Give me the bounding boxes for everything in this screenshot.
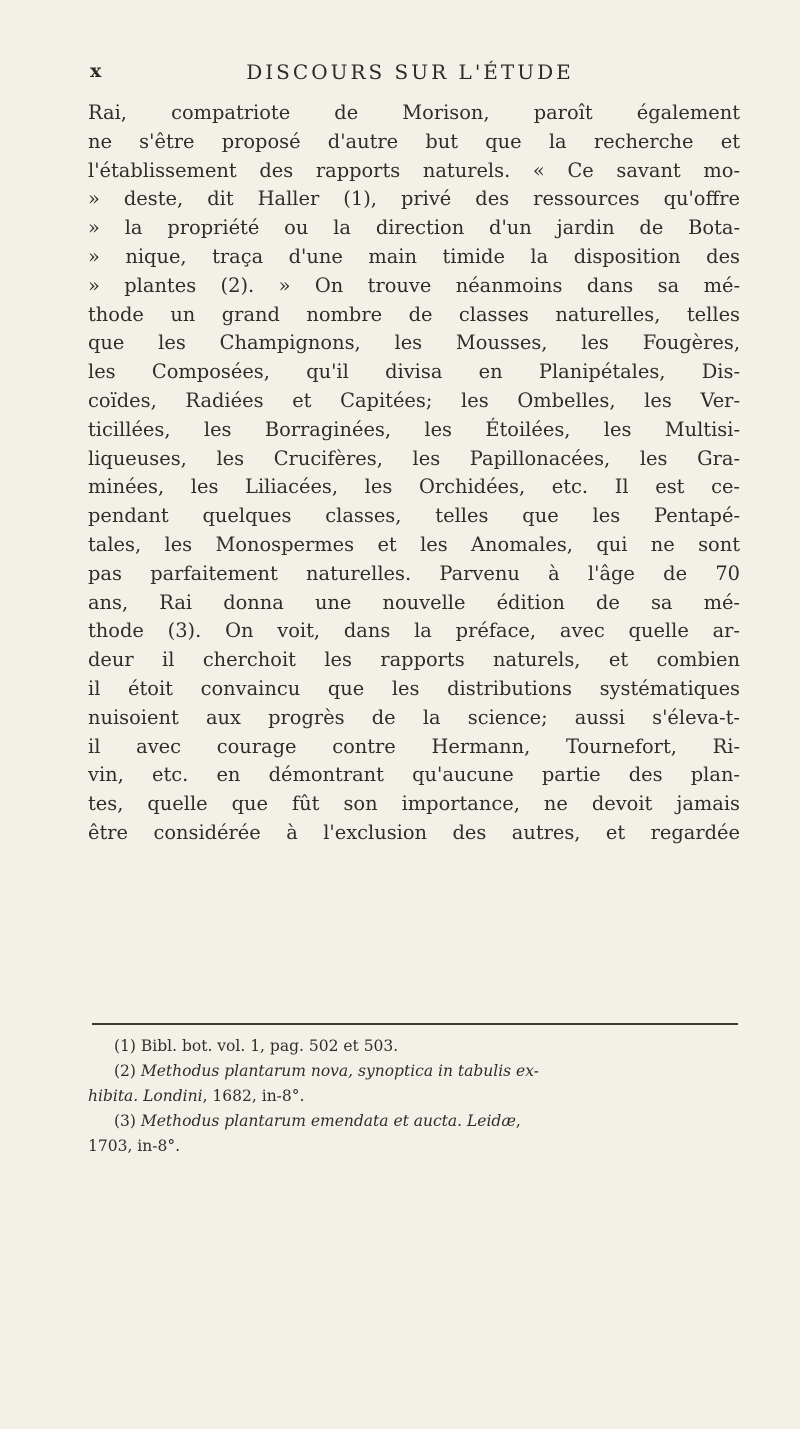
- text-line: que les Champignons, les Mousses, les Fougères,: [88, 331, 740, 355]
- text-line: il étoit convaincu que les distributions systématiques: [88, 676, 740, 700]
- text-line: il avec courage contre Hermann, Tournefort, Ri-: [88, 734, 740, 758]
- footnote-2-continued: [88, 1084, 740, 1109]
- footnote-3-number: (3): [114, 1112, 141, 1130]
- footnote-3-comma: ,: [515, 1112, 521, 1130]
- text-line: » nique, traça d'une main timide la disposition des: [88, 244, 740, 268]
- text-line: coïdes, Radiées et Capitées; les Ombelles, les Ver-: [88, 388, 740, 412]
- footnote-3: [88, 1109, 740, 1134]
- footnote-2-title: Methodus plantarum nova, synoptica in tabulis ex-: [140, 1062, 539, 1080]
- footnote-2: [88, 1059, 740, 1084]
- text-line: Rai, compatriote de Morison, paroît également: [88, 101, 740, 124]
- text-line: thode (3). On voit, dans la préface, avec quelle ar-: [88, 619, 740, 643]
- footnote-2-imprint: , 1682, in-8°.: [202, 1087, 305, 1105]
- text-line: l'établissement des rapports naturels. « Ce savant mo-: [88, 158, 740, 182]
- text-line: nuisoient aux progrès de la science; aussi s'éleva-t-: [88, 705, 740, 729]
- text-line: tales, les Monospermes et les Anomales, qui ne sont: [88, 532, 740, 556]
- text-line: liqueuses, les Crucifères, les Papillonacées, les Gra-: [88, 446, 740, 470]
- footnote-1: (1) Bibl. bot. vol. 1, pag. 502 et 503.: [114, 1037, 399, 1055]
- text-line: » plantes (2). » On trouve néanmoins dans sa mé-: [88, 273, 740, 297]
- body-text: [88, 99, 740, 848]
- text-line: deur il cherchoit les rapports naturels, et combien: [88, 648, 740, 672]
- footnotes: [88, 1034, 740, 1159]
- text-line: pendant quelques classes, telles que les Pentapé-: [88, 504, 740, 528]
- text-line: thode un grand nombre de classes naturelles, telles: [88, 302, 740, 326]
- text-line: ticillées, les Borraginées, les Étoilées, les Multisi-: [88, 417, 740, 441]
- text-line: les Composées, qu'il divisa en Planipétales, Dis-: [88, 360, 740, 384]
- page-header: [90, 60, 730, 100]
- footnote-separator-rule: [92, 1023, 738, 1025]
- text-line: pas parfaitement naturelles. Parvenu à l'âge de 70: [88, 561, 740, 585]
- footnote-2-title-continued: hibita. Londini: [88, 1087, 203, 1105]
- page-number: x: [90, 60, 102, 82]
- running-title: DISCOURS SUR L'ÉTUDE: [246, 60, 574, 84]
- text-line: vin, etc. en démontrant qu'aucune partie des plan-: [88, 763, 740, 787]
- text-line: ne s'être proposé d'autre but que la recherche et: [88, 129, 740, 153]
- text-line: tes, quelle que fût son importance, ne devoit jamais: [88, 792, 740, 816]
- footnote-3-continued: 1703, in-8°.: [88, 1137, 181, 1155]
- text-line: minées, les Liliacées, les Orchidées, etc. Il est ce-: [88, 475, 740, 499]
- footnote-3-title: Methodus plantarum emendata et aucta. Leidæ: [140, 1112, 516, 1130]
- text-line: » deste, dit Haller (1), privé des ressources qu'offre: [88, 187, 740, 211]
- text-line: » la propriété ou la direction d'un jardin de Bota-: [88, 216, 740, 240]
- text-line: être considérée à l'exclusion des autres, et regardée: [88, 820, 740, 844]
- text-line: ans, Rai donna une nouvelle édition de sa mé-: [88, 590, 740, 614]
- footnote-2-number: (2): [114, 1062, 141, 1080]
